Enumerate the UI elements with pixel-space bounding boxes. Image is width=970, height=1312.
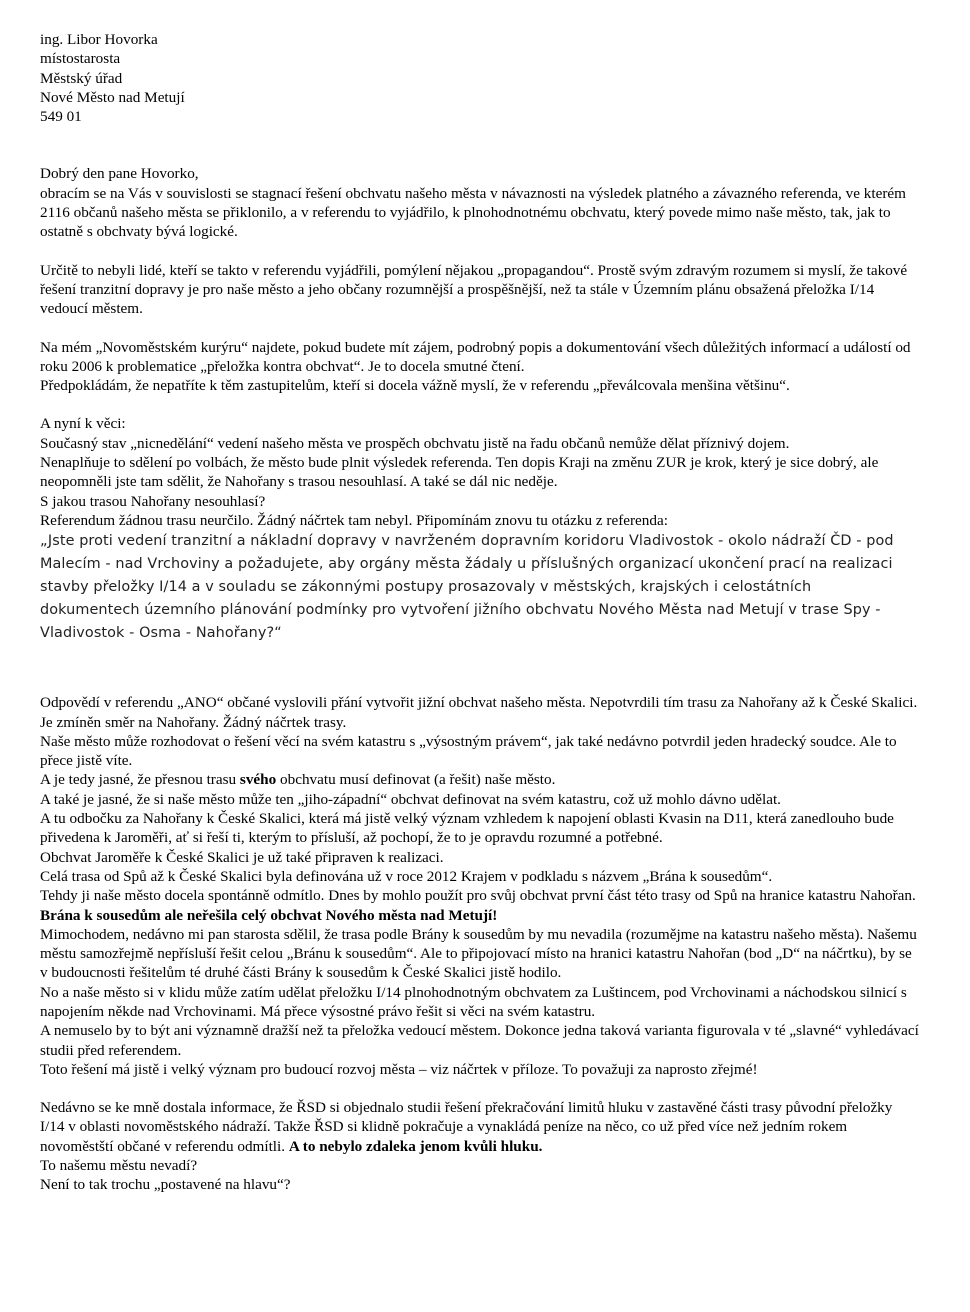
closing-paragraph (40, 1098, 920, 1156)
body-paragraph: Naše město může rozhodovat o řešení věcí na svém katastru s „výsostným právem“, jak také nedávno potvrdil jeden hradecký soudce. Ale to přece jistě víte. (40, 732, 897, 770)
body-paragraph: Toto řešení má jistě i velký význam pro budoucí rozvoj města – viz náčrtek v příloze. To považuji za naprosto zřejmé! (40, 1060, 758, 1078)
body-paragraph: Obchvat Jaroměře k České Skalici je už také připraven k realizaci. (40, 848, 444, 866)
body-paragraph: A tu odbočku za Nahořany k České Skalici, která má jistě velký význam vzhledem k napojení oblasti Kvasin na D11, která zanedlouho bude přivedena k Jaroměři, ať si řeší ti, kterým to přísluší, až pochopí, že to je opravdu rozumné a potřebné. (40, 810, 894, 847)
paragraph-zastupitele: Předpokládám, že nepatříte k těm zastupitelům, kteří si docela vážně myslí, že v referendu „převálcovala menšina většinu“. (40, 377, 790, 395)
closing-text: Nedávno se ke mně dostala informace, že ŘSD si objednalo studii řešení překračování limitů hluku v zastavěné části trasy původní přeložky I/14 v oblasti novoměstského nádraží. Takže ŘSD si klidně pokračuje a vynakládá peníze na něco, co už před více než jedním rokem novoměstští občané v referendu odmítli. (40, 1099, 893, 1155)
section-paragraph: Referendum žádnou trasu neurčilo. Žádný náčrtek tam nebyl. Připomínám znovu tu otázku z referenda: (40, 511, 668, 529)
greeting: Dobrý den pane Hovorko, (40, 165, 199, 183)
section-paragraph: Současný stav „nicnedělání“ vedení našeho města ve prospěch obchvatu jistě na řadu občanů nemůže dělat příznivý dojem. (40, 434, 790, 452)
body-text: A je tedy jasné, že přesnou trasu (40, 771, 240, 789)
body-emphasis: Brána k sousedům ale neřešila celý obchvat Nového města nad Metují! (40, 906, 498, 924)
body-paragraph: A také je jasné, že si naše město může ten „jiho-západní“ obchvat definovat na svém katastru, což už mohlo dávno udělat. (40, 790, 781, 808)
body-paragraph: Odpovědí v referendu „ANO“ občané vyslovili přání vytvořit jižní obchvat našeho města. Nepotvrdili tím trasu za Nahořany až k České Skalici. Je zmíněn směr na Nahořany. Žádný náčrtek trasy. (40, 694, 918, 731)
closing-question: To našemu městu nevadí? (40, 1157, 198, 1175)
section-paragraph: Nenaplňuje to sdělení po volbách, že město bude plnit výsledek referenda. Ten dopis Kraji na změnu ZUR je krok, který je sice dobrý, ale neopomněli jste tam sdělit, že Nahořany s trasou nesouhlasí. A také se dál nic neděje. (40, 454, 879, 491)
body-text: obchvatu musí definovat (a řešit) naše město. (276, 771, 556, 789)
recipient-postcode: 549 01 (40, 108, 82, 126)
body-paragraph: Mimochodem, nedávno mi pan starosta sdělil, že trasa podle Brány k sousedům by mu nevadila (rozumějme na katastru našeho města). Našemu městu samozřejmě nepřísluší řešit celou „Bránu k sousedům“. Ale to připojovací místo na hranici katastru Nahořan (bod „D“ na náčrtku), by se v budoucnosti řešitelům té druhé části Brány k sousedům k České Skalici jistě hodilo. (40, 925, 917, 982)
closing-question: Není to tak trochu „postavené na hlavu“? (40, 1176, 291, 1194)
body-paragraph: A nemuselo by to být ani významně dražší než ta přeložka vedoucí městem. Dokonce jedna taková varianta figurovala v té „slavné“ vyhledávací studii před referendem. (40, 1022, 919, 1059)
paragraph-kuryr: Na mém „Novoměstském kurýru“ najdete, pokud budete mít zájem, podrobný popis a dokumentování všech důležitých informací a událostí od roku 2006 k problematice „přeložka kontra obchvat“. Je to docela smutné čtení. (40, 338, 911, 375)
paragraph-propaganda: Určitě to nebyli lidé, kteří se takto v referendu vyjádřili, pomýlení nějakou „propagandou“. Prostě svým zdravým rozumem si myslí, že takové řešení tranzitní dopravy je pro naše město a jeho občany rozumnější a prospěšnější, než ta stále v Územním plánu obsažená přeložka I/14 vedoucí městem. (40, 261, 908, 318)
body-paragraph (40, 886, 920, 925)
body-paragraph (40, 770, 920, 789)
body-emphasis: svého (239, 771, 277, 789)
referendum-question-quote: „Jste proti vedení tranzitní a nákladní dopravy v navrženém dopravním koridoru Vladivostok - okolo nádraží ČD - pod Malecím - nad Vrchoviny a požadujete, aby orgány města žádaly u příslušných organizací ukončení prací na realizaci stavby přeložky I/14 a v souladu se zákonnými postupy prosazovaly v městských, krajských i celostátních dokumentech územního plánování podmínky pro vytvoření jižního obchvatu Nového Města nad Metují v trase Spy - Vladivostok - Osma - Nahořany?“ (40, 533, 894, 642)
body-paragraph: Celá trasa od Spů až k České Skalici byla definována už v roce 2012 Krajem v podkladu s názvem „Brána k sousedům“. (40, 867, 773, 885)
recipient-name: ing. Libor Hovorka (40, 31, 158, 48)
intro-paragraph: obracím se na Vás v souvislosti se stagnací řešení obchvatu našeho města v návaznosti na výsledek platného a závazného referenda, ve kterém 2116 občanů našeho města se přiklonilo, a v referendu to vyjádřilo, k plnohodnotnému obchvatu, který povede mimo naše město, tak, jak to ostatně s obchvaty bývá logické. (40, 184, 906, 241)
recipient-office: Městský úřad (40, 69, 123, 87)
letter-page (40, 30, 920, 1195)
recipient-address (40, 30, 920, 126)
recipient-city: Nové Město nad Metují (40, 88, 185, 106)
body-text: Tehdy ji naše město docela spontánně odmítlo. Dnes by mohlo použít pro svůj obchvat první část této trasy od Spů na hranice katastru Nahořan. (40, 887, 916, 905)
section-heading: A nyní k věci: (40, 415, 126, 433)
closing-emphasis: A to nebylo zdaleka jenom kvůli hluku. (288, 1137, 543, 1155)
recipient-title: místostarosta (40, 50, 121, 68)
section-question: S jakou trasou Nahořany nesouhlasí? (40, 492, 266, 510)
body-paragraph: No a naše město si v klidu může zatím udělat přeložku I/14 plnohodnotným obchvatem za Luštincem, pod Vrchovinami a náchodskou silnicí s napojením někde nad Vrchovinami. Má přece výsostné právo řešit si věci na svém katastru. (40, 983, 907, 1020)
